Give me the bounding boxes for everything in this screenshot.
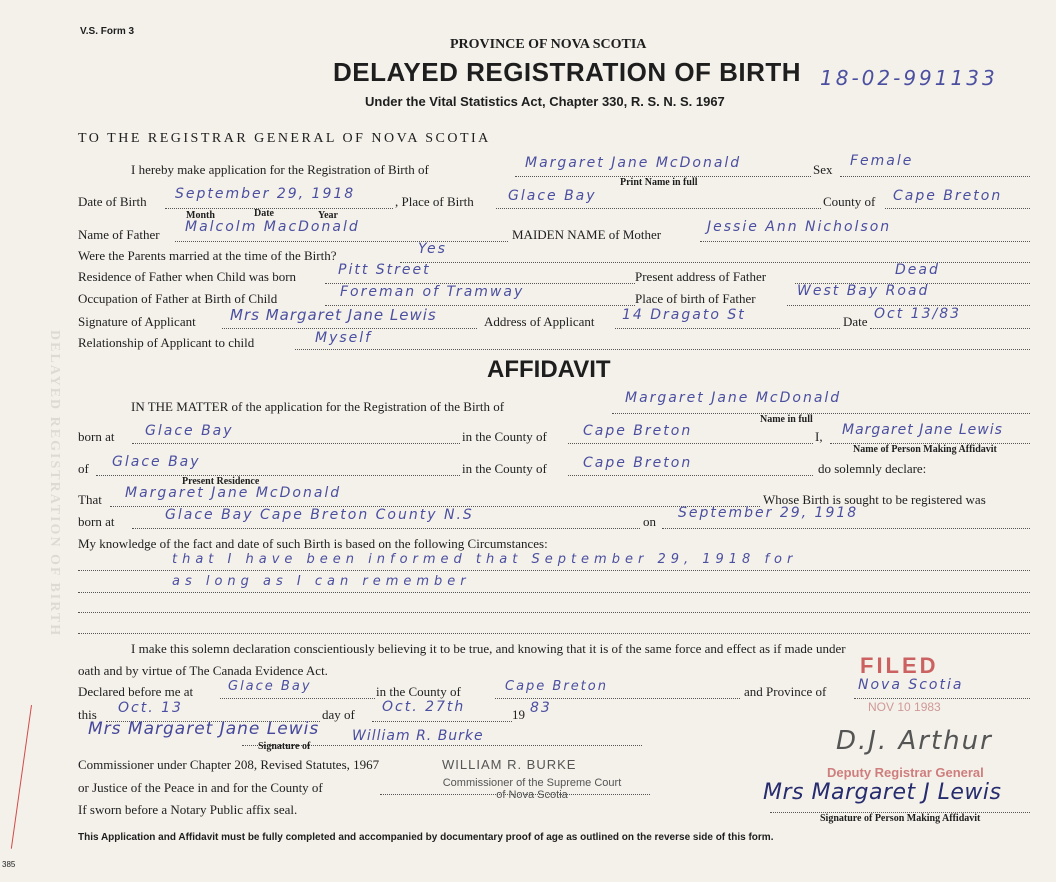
residence-label: Residence of Father when Child was born (78, 269, 297, 284)
signature-of-hint: Signature of (258, 741, 311, 752)
dob-label: Date of Birth (78, 194, 147, 209)
born-at-2-value: Glace Bay Cape Breton County N.S (165, 507, 474, 523)
watermark-text: DELAYED REGISTRATION OF BIRTH (47, 330, 62, 638)
signature-label: Signature of Applicant (78, 314, 196, 329)
relationship-value: Myself (315, 330, 373, 346)
occupation-label: Occupation of Father at Birth of Child (78, 291, 278, 306)
year-prefix: 19 (512, 707, 525, 722)
pob-value: Glace Bay (508, 188, 597, 204)
mother-label: MAIDEN NAME of Mother (512, 227, 662, 242)
commissioner-label: Commissioner under Chapter 208, Revised Statutes, 1967 (78, 757, 380, 772)
declared-value: Glace Bay (228, 679, 312, 694)
province-value: Nova Scotia (858, 677, 964, 693)
declared-county-value: Cape Breton (505, 679, 608, 694)
affiant-name-value: Margaret Jane Lewis (842, 422, 1003, 438)
present-residence-hint: Present Residence (182, 476, 260, 487)
month-hint: Month (186, 210, 215, 221)
county-residence-value: Cape Breton (583, 455, 693, 471)
margin-line (11, 705, 32, 849)
married-value: Yes (418, 241, 447, 257)
date-hint: Date (254, 208, 274, 219)
residence-value: Pitt Street (338, 262, 431, 278)
father-pob-label: Place of birth of Father (635, 291, 756, 306)
of-label: of (78, 461, 89, 476)
page-title: DELAYED REGISTRATION OF BIRTH (333, 57, 802, 87)
year-value: 83 (530, 700, 552, 716)
child-name-value: Margaret Jane McDonald (525, 155, 742, 171)
faded-left-watermark (40, 330, 70, 660)
affiant-signature: Mrs Margaret J Lewis (763, 780, 1002, 805)
on-value: September 29, 1918 (678, 505, 859, 521)
i-label: I, (815, 429, 823, 444)
burke-stamp-subtitle (442, 777, 622, 801)
day-of-label: day of (322, 707, 355, 722)
to-registrar-line: TO THE REGISTRAR GENERAL OF NOVA SCOTIA (78, 131, 491, 146)
burke-stamp: WILLIAM R. BURKE (442, 757, 577, 772)
county-of-birth-value: Cape Breton (583, 423, 693, 439)
form-number: V.S. Form 3 (80, 26, 135, 37)
filed-date-stamp: NOV 10 1983 (868, 700, 941, 714)
commissioner-signature: William R. Burke (352, 728, 484, 744)
intro-label: I hereby make application for the Registration of Birth of (131, 162, 429, 177)
burke-sub-line-2: of Nova Scotia (496, 789, 568, 801)
filed-stamp: FILED (860, 653, 939, 678)
signature-value: Mrs Margaret Jane Lewis (230, 306, 437, 324)
print-name-hint: Print Name in full (620, 177, 698, 188)
father-label: Name of Father (78, 227, 160, 242)
this-value: Oct. 13 (118, 700, 183, 716)
declared-county-label: in the County of (376, 684, 461, 699)
year-hint: Year (318, 210, 338, 221)
relationship-label: Relationship of Applicant to child (78, 335, 255, 350)
sex-value: Female (850, 153, 914, 169)
mother-value: Jessie Ann Nicholson (707, 219, 892, 235)
pob-label: , Place of Birth (395, 194, 474, 209)
address-label: Address of Applicant (484, 314, 595, 329)
page-code: 385 (2, 860, 16, 869)
name-in-full-hint: Name in full (760, 414, 813, 425)
registration-number: 18-02-991133 (820, 66, 998, 90)
born-at-label: born at (78, 429, 115, 444)
affidavit-heading: AFFIDAVIT (487, 356, 611, 383)
address-value: 14 Dragato St (622, 307, 746, 323)
province-heading: PROVINCE OF NOVA SCOTIA (450, 37, 647, 52)
present-address-label: Present address of Father (635, 269, 767, 284)
of-value: Glace Bay (112, 454, 201, 470)
on-label: on (643, 514, 656, 529)
matter-value: Margaret Jane McDonald (625, 390, 842, 406)
father-value: Malcolm MacDonald (185, 219, 360, 235)
that-value: Margaret Jane McDonald (125, 485, 342, 501)
declaration-paragraph-2: oath and by virtue of The Canada Evidence Act. (78, 663, 328, 678)
married-label: Were the Parents married at the time of the Birth? (78, 248, 337, 263)
footer-note: This Application and Affidavit must be fully completed and accompanied by documentary proof of age as outlined on the reverse side of this form. (78, 832, 774, 843)
in-county-label: in the County of (462, 429, 547, 444)
margin-signature: Mrs Margaret Jane Lewis (88, 719, 320, 739)
born-at-label-2: born at (78, 514, 115, 529)
occupation-value: Foreman of Tramway (340, 284, 525, 300)
born-at-value: Glace Bay (145, 423, 234, 439)
province-label: and Province of (744, 684, 827, 699)
declaration-paragraph-1: I make this solemn declaration conscientiously believing it to be true, and knowing that it is of the same force and effect as if made under (131, 641, 846, 656)
father-pob-value: West Bay Road (797, 283, 930, 299)
deputy-registrar-stamp: Deputy Registrar General (827, 765, 984, 780)
affiant-signature-label: Signature of Person Making Affidavit (820, 813, 981, 824)
present-address-value: Dead (895, 262, 940, 278)
burke-sub-line-1: Commissioner of the Supreme Court (442, 777, 622, 789)
notary-label: If sworn before a Notary Public affix seal. (78, 802, 298, 817)
date-value: Oct 13/83 (874, 306, 962, 322)
subtitle: Under the Vital Statistics Act, Chapter 330, R. S. N. S. 1967 (365, 94, 725, 109)
dob-value: September 29, 1918 (175, 186, 356, 202)
justice-label: or Justice of the Peace in and for the County of (78, 780, 323, 795)
county-label: County of (823, 194, 876, 209)
this-label: this (78, 707, 97, 722)
declared-label: Declared before me at (78, 684, 194, 699)
county-value: Cape Breton (893, 188, 1003, 204)
that-label: That (78, 492, 102, 507)
in-county-label-2: in the County of (462, 461, 547, 476)
date-label: Date (843, 314, 868, 329)
registrar-signature: D.J. Arthur (836, 726, 993, 756)
circumstance-line-2: as long as I can remember (172, 574, 471, 589)
circumstance-line-1: that I have been informed that September 29, 1918 for (172, 552, 798, 567)
solemnly-declare: do solemnly declare: (818, 461, 927, 476)
affiant-hint: Name of Person Making Affidavit (853, 444, 997, 455)
whose-birth-label: Whose Birth is sought to be registered was (763, 492, 986, 507)
matter-label: IN THE MATTER of the application for the Registration of the Birth of (131, 399, 505, 414)
sex-label: Sex (813, 162, 833, 177)
knowledge-label: My knowledge of the fact and date of such Birth is based on the following Circumstances: (78, 536, 548, 551)
day-value: Oct. 27th (382, 699, 466, 715)
